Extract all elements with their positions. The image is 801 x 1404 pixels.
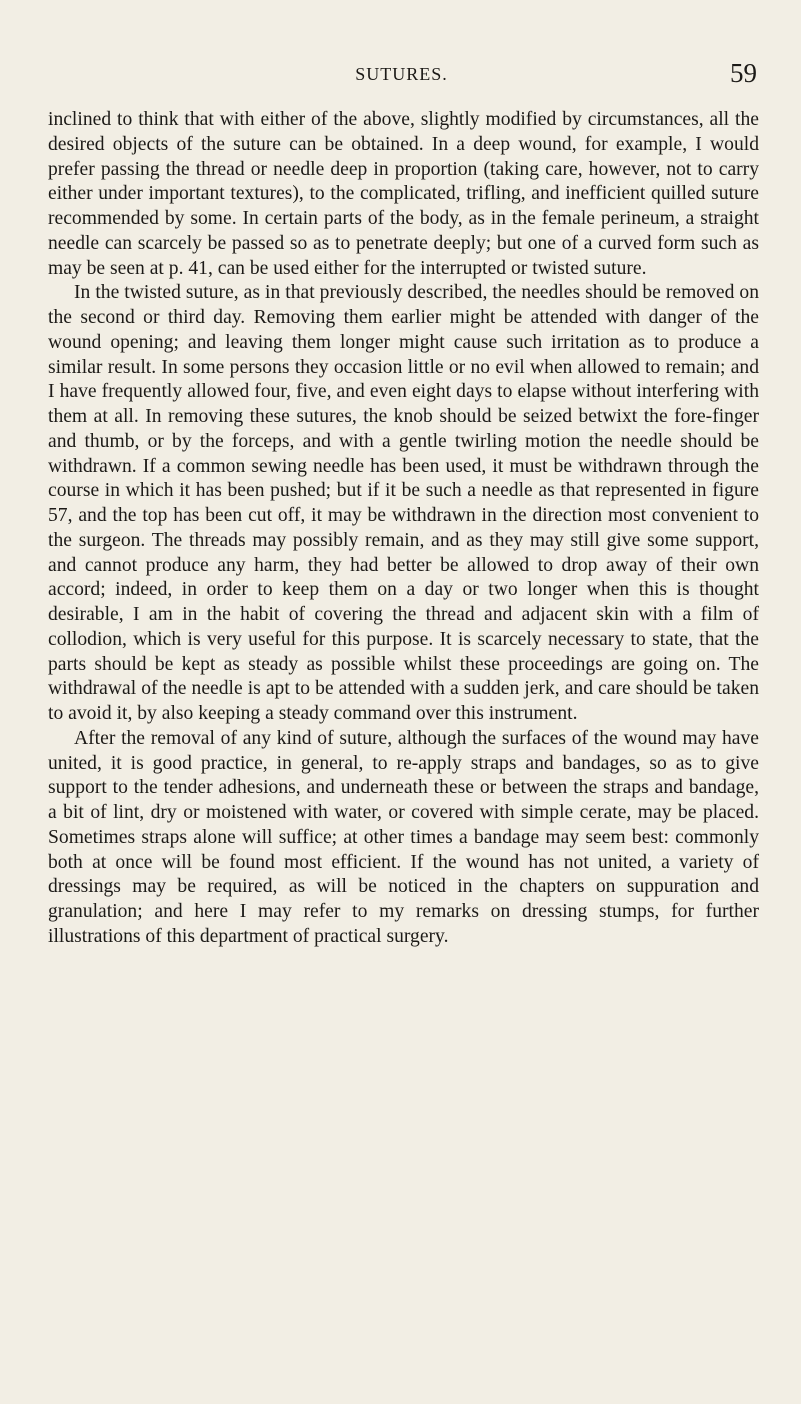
running-head — [46, 58, 757, 92]
paragraph-3: After the removal of any kind of suture, although the surfaces of the wound may have united, it is good practice, in general, to re-apply straps and bandages, so as to give support to the tender adhesions, and underneath these or between the straps and bandage, a bit of lint, dry or moistened with water, or covered with simple cerate, may be placed. Sometimes straps alone will suffice; at other times a bandage may seem best: commonly both at once will be found most efficient. If the wound has not united, a variety of dressings may be required, as will be noticed in the chapters on suppuration and granulation; and here I may refer to my remarks on dressing stumps, for further illustrations of this department of practical surgery. — [48, 727, 759, 947]
page-number: 59 — [730, 58, 757, 88]
paragraph-2: In the twisted suture, as in that previously described, the needles should be removed on the second or third day. Removing them earlier might be attended with danger of the wound opening; and leaving them longer might cause such irritation as to produce a similar result. In some persons they occasion little or no evil when allowed to remain; and I have frequently allowed four, five, and even eight days to elapse without interfering with them at all. In removing these sutures, the knob should be seized betwixt the fore-finger and thumb, or by the forceps, and with a gentle twirling motion the needle should be withdrawn. If a common sewing needle has been used, it must be withdrawn through the course in which it has been pushed; but if it be such a needle as that represented in figure 57, and the top has been cut off, it may be withdrawn in the direction most convenient to the surgeon. The threads may possibly remain, and as they may still give some support, and cannot produce any harm, they had better be allowed to drop away of their own accord; indeed, in order to keep them on a day or two longer when this is thought desirable, I am in the habit of covering the thread and adjacent skin with a film of collodion, which is very useful for this purpose. It is scarcely necessary to state, that the parts should be kept as steady as possible whilst these proceedings are going on. The withdrawal of the needle is apt to be attended with a sudden jerk, and care should be taken to avoid it, by also keeping a steady command over this instrument. — [48, 282, 759, 724]
paragraph-1: inclined to think that with either of the above, slightly modified by circumstances, all the desired objects of the suture can be obtained. In a deep wound, for example, I would prefer passing the thread or needle deep in proportion (taking care, however, not to carry either under important textures), to the complicated, trifling, and inefficient quilled suture recommended by some. In certain parts of the body, as in the female perineum, a straight needle can scarcely be passed so as to penetrate deeply; but one of a curved form such as may be seen at p. 41, can be used either for the interrupted or twisted suture. — [48, 109, 759, 279]
running-title: SUTURES. — [355, 64, 448, 84]
body-text — [48, 108, 759, 950]
